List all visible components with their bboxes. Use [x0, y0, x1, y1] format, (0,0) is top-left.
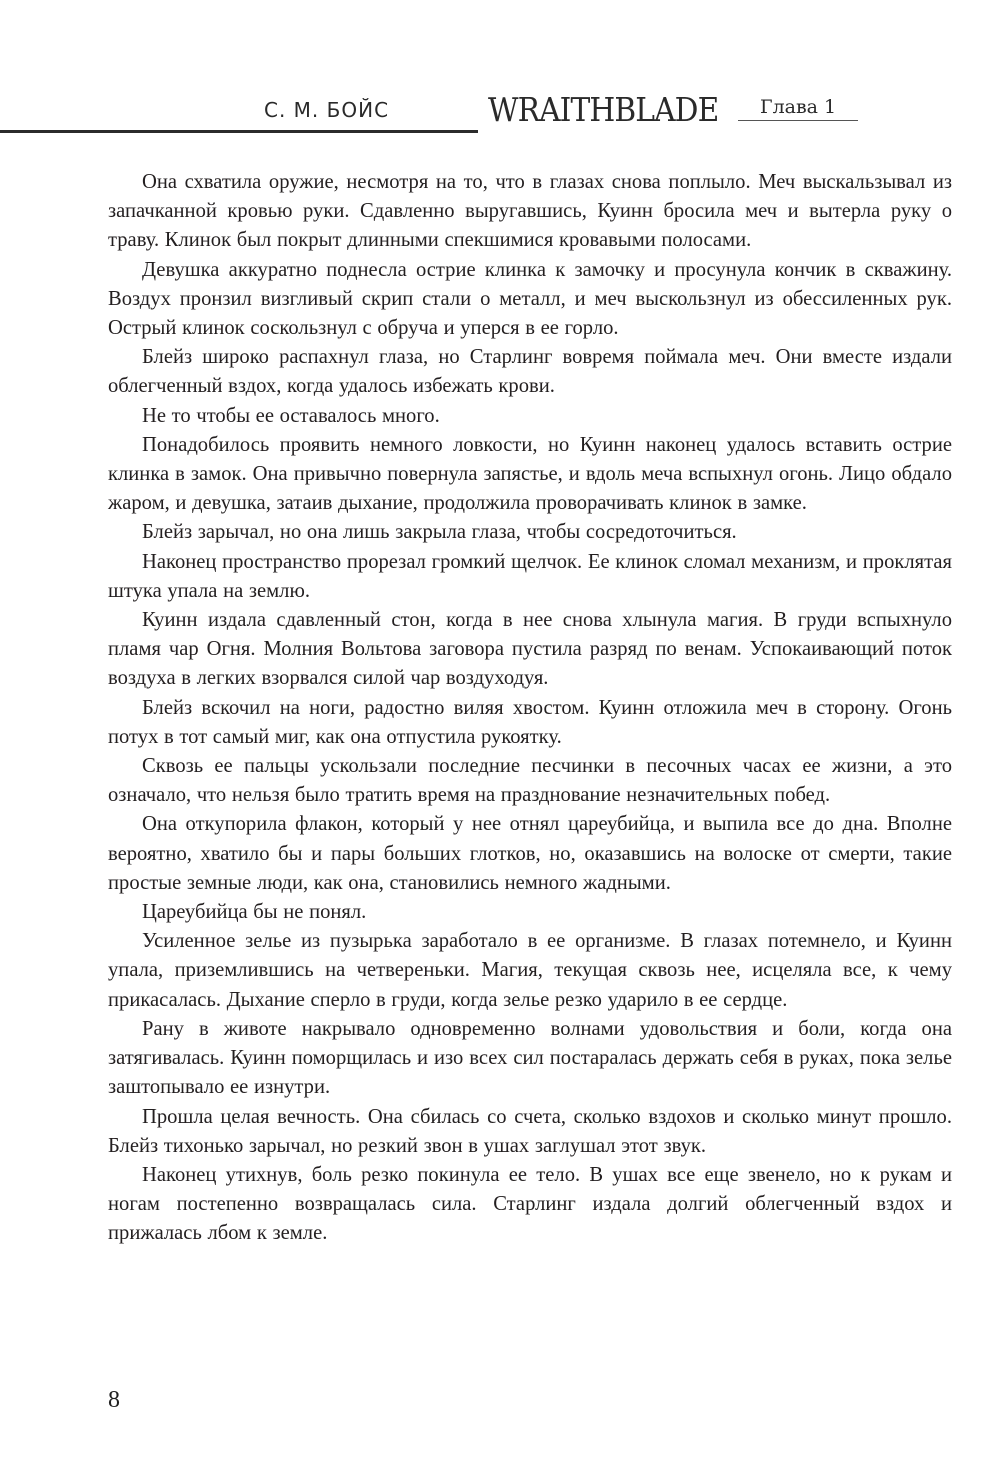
- paragraph: Она схватила оружие, несмотря на то, что в глазах снова поплыло. Меч выскальзывал из запачканной кровью руки. Сдавленно выругавшись, Куинн бросила меч и вытерла руку о траву. Клинок был покрыт длинными спекшимися кровавыми полосами.: [108, 171, 952, 252]
- header-rule-left: [0, 130, 478, 133]
- header-author: С. М. БОЙС: [264, 98, 390, 122]
- body-text: [108, 168, 952, 1249]
- paragraph: Понадобилось проявить немного ловкости, но Куинн наконец удалось вставить острие клинка в замок. Она привычно повернула запястье, и вдоль меча вспыхнул огонь. Лицо обдало жаром, и девушка, затаив дыхание, продолжила проворачивать клинок в замке.: [108, 433, 952, 515]
- paragraph: Рану в животе накрывало одновременно волнами удовольствия и боли, когда она затягивалась. Куинн поморщилась и изо всех сил постаралась держать себя в руках, пока зелье заштопывало ее изнутри.: [108, 1017, 952, 1099]
- paragraph: Наконец пространство прорезал громкий щелчок. Ее клинок сломал механизм, и проклятая штука упала на землю.: [108, 550, 952, 602]
- paragraph: Усиленное зелье из пузырька заработало в ее организме. В глазах потемнело, и Куинн упала, приземлившись на четвереньки. Магия, текущая сквозь нее, исцеляла все, к чему прикасалась. Дыхание сперло в груди, когда зелье резко ударило в ее сердце.: [108, 930, 952, 1011]
- paragraph: Она откупорила флакон, который у нее отнял цареубийца, и выпила все до дна. Вполне вероятно, хватило бы и пары больших глотков, но, оказавшись на волоске от смерти, такие простые земные люди, как она, становились немного жадными.: [108, 813, 952, 894]
- page-number: 8: [108, 1387, 120, 1413]
- paragraph: Не то чтобы ее оставалось много.: [142, 404, 440, 427]
- paragraph: Куинн издала сдавленный стон, когда в нее снова хлынула магия. В груди вспыхнуло пламя чар Огня. Молния Вольтова заговора пустила разряд по венам. Успокаивающий поток воздуха в легких взорвался силой чар воздуходуя.: [108, 609, 952, 690]
- paragraph: Цареубийца бы не понял.: [142, 901, 367, 924]
- running-header: [0, 92, 1000, 142]
- paragraph: Блейз широко распахнул глаза, но Старлинг вовремя поймала меч. Они вместе издали облегченный вздох, когда удалось избежать крови.: [108, 346, 952, 398]
- book-logo: WRAITHBLADE: [488, 90, 719, 129]
- paragraph: Прошла целая вечность. Она сбилась со счета, сколько вздохов и сколько минут прошло. Блейз тихонько зарычал, но резкий звон в ушах заглушал этот звук.: [108, 1105, 952, 1157]
- paragraph: Наконец утихнув, боль резко покинула ее тело. В ушах все еще звенело, но к рукам и ногам постепенно возвращалась сила. Старлинг издала долгий облегченный вздох и прижалась лбом к земле.: [108, 1163, 952, 1245]
- paragraph: Блейз вскочил на ноги, радостно виляя хвостом. Куинн отложила меч в сторону. Огонь потух в тот самый миг, как она отпустила рукоятку.: [108, 696, 952, 748]
- paragraph: Девушка аккуратно поднесла острие клинка к замочку и просунула кончик в скважину. Воздух пронзил визгливый скрип стали о металл, и меч выскользнул из обессиленных рук. Острый клинок соскользнул с обруча и уперся в ее горло.: [108, 258, 952, 340]
- paragraph: Сквозь ее пальцы ускользали последние песчинки в песочных часах ее жизни, а это означало, что нельзя было тратить время на празднование незначительных побед.: [108, 755, 952, 807]
- header-chapter: Глава 1: [760, 96, 837, 118]
- paragraph: Блейз зарычал, но она лишь закрыла глаза, чтобы сосредоточиться.: [142, 521, 737, 544]
- header-rule-right: [738, 120, 858, 121]
